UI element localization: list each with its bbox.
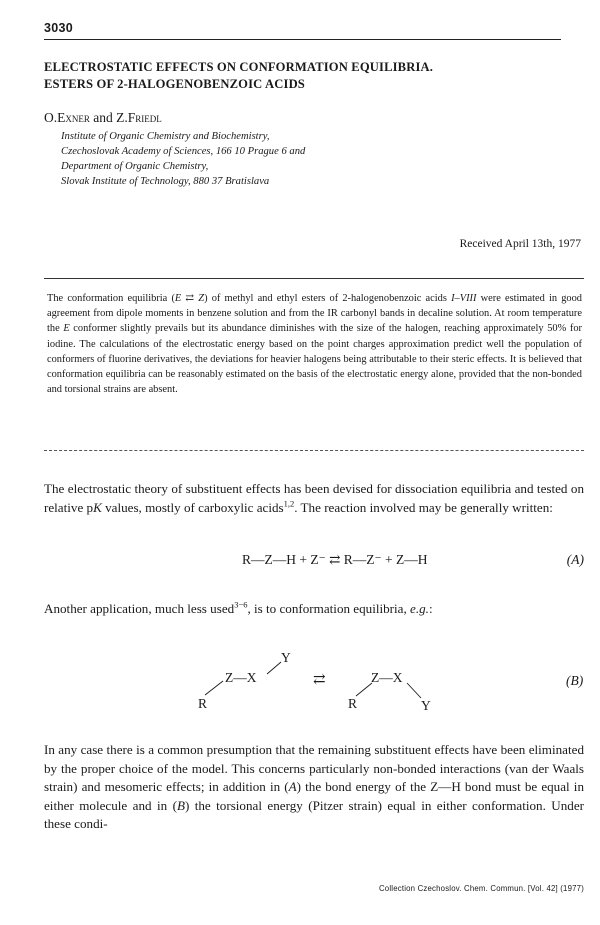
title-line-1: ELECTROSTATIC EFFECTS ON CONFORMATION EQUILIBRIA. (44, 60, 434, 74)
paragraph-text: values, mostly of carboxylic acids (101, 499, 284, 515)
affiliation-line: Slovak Institute of Technology, 880 37 Bratislava (61, 176, 270, 187)
paragraph-text: Another application, much less used (44, 601, 235, 616)
affiliation-line: Department of Organic Chemistry, (61, 161, 209, 172)
page-number: 3030 (44, 21, 74, 35)
abstract-equilibrium-symbol: E ⇄ Z (174, 293, 205, 304)
reference-superscript: 1,2 (283, 498, 295, 509)
equation-a (44, 552, 584, 572)
left-y-atom: Y (281, 650, 291, 665)
abstract-text: were estimated in good agreement from dipole moments in benzene solution and from the IR carbonyl bands in decaline solution. At room temperature the (47, 293, 583, 335)
author-list (44, 110, 162, 126)
eg-abbreviation: e.g. (410, 601, 429, 616)
left-zx-group: Z—X (225, 670, 257, 685)
abstract-text: ) of methyl and ethyl esters of 2-halogenobenzoic acids (204, 293, 452, 304)
reference-superscript: 3−6 (234, 599, 248, 610)
right-r-atom: R (348, 696, 358, 711)
paragraph-2 (44, 600, 584, 619)
abstract-conformer-label: E (63, 323, 70, 335)
abstract-top-rule (44, 278, 584, 279)
abstract-text: The conformation equilibria ( (47, 293, 175, 304)
author-conjunction: and (89, 110, 117, 125)
paragraph-text: ) the torsional energy (Pitzer strain) equal in either conformation. Under these condi- (44, 797, 584, 832)
title-line-2: ESTERS OF 2-HALOGENOBENZOIC ACIDS (44, 77, 305, 91)
received-date: Received April 13th, 1977 (459, 238, 581, 250)
affiliation-line: Institute of Organic Chemistry and Biochemistry, (61, 131, 270, 142)
conformation-scheme (185, 648, 445, 718)
abstract-compound-range: I–VIII (451, 293, 477, 304)
right-zx-group: Z—X (371, 670, 403, 685)
abstract (47, 291, 582, 397)
equation-b-label: (B) (566, 673, 584, 688)
affiliations (61, 129, 305, 189)
equation-a-expression: R—Z—H + Z⁻ ⇄ R—Z⁻ + Z—H (242, 552, 428, 567)
bond-line (356, 683, 372, 696)
article-title (44, 59, 574, 93)
equation-ref-b: B (176, 797, 185, 813)
paragraph-text: The electrostatic theory of substituent effects has been devised for dissociation equilibria and tested on relative p (44, 481, 584, 515)
bond-line (407, 683, 421, 698)
bond-line (267, 662, 281, 674)
bond-line (205, 681, 223, 695)
author-2-initial: Z. (116, 110, 128, 125)
abstract-text: conformer slightly prevails but its abundance diminishes with the size of the halogen, reaching approximately 50% for iodine. The calculations of the electrostatic energy based on the point charges approximation predict well the population of conformers of fluorine derivatives, the deviations for heavier halogens being attributable to their steric effects. It is believed that conformation equilibria can be reasonably estimated on the basis of the electrostatic energy alone, provided that the non-bonded and torsional strains are absent. (47, 323, 583, 396)
author-2-surname: Friedl (127, 110, 162, 125)
equation-a-label: (A) (566, 552, 584, 567)
equilibrium-arrow: ⇄ (313, 672, 326, 688)
right-y-atom: Y (421, 698, 431, 713)
author-1-initial: O. (44, 110, 58, 125)
paragraph-text: : (428, 601, 433, 616)
pk-symbol: K (93, 499, 102, 515)
paragraph-text: In any case there is a common presumption that the remaining substituent effects have been eliminated by the proper choice of the model. This concerns particularly non-bonded interactions (van der Waals strain) and mesomeric effects; in addition in ( (44, 742, 584, 795)
paragraph-1 (44, 480, 584, 517)
affiliation-line: Czechoslovak Academy of Sciences, 166 10 Prague 6 and (61, 146, 306, 157)
journal-footer: Collection Czechoslov. Chem. Commun. [Vol. 42] (1977) (378, 884, 584, 893)
header-rule (44, 39, 561, 40)
left-r-atom: R (198, 696, 208, 711)
paragraph-text: , is to conformation equilibria, (247, 601, 411, 616)
paragraph-text: . The reaction involved may be generally written: (294, 499, 553, 515)
abstract-bottom-rule (44, 450, 584, 451)
paragraph-text: ) the bond energy of the Z—H bond must be equal in either molecule and in ( (44, 779, 584, 813)
author-1-surname: Exner (57, 110, 90, 125)
paragraph-3 (44, 741, 584, 834)
equation-ref-a: A (288, 779, 297, 795)
